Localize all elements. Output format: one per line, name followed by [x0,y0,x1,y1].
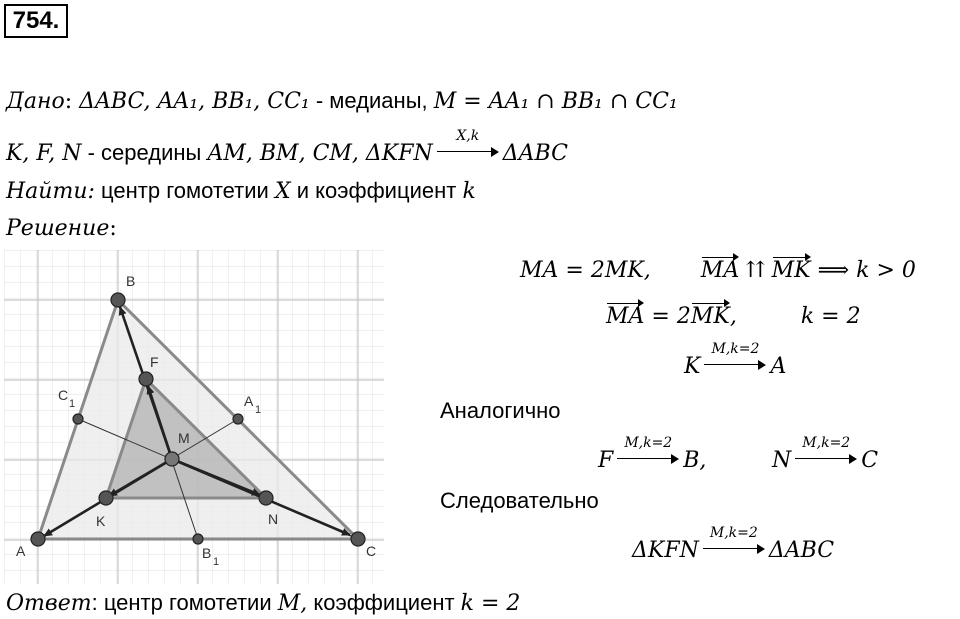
geometry-figure [4,250,384,584]
label-a: A [16,543,26,559]
solution-map-1 [684,340,787,380]
solution-eq-2 [606,304,861,329]
map3-arrow: M,k=2 [795,449,857,474]
point-c1 [73,414,83,424]
given-label: Дано [6,89,65,114]
given-homothety-right: ΔABC [502,141,568,166]
homothety-arrow: X,k [437,142,499,167]
eq1-left: MA = 2MK, [520,258,651,283]
solution-map-4 [632,524,835,564]
map4-left: ΔKFN [632,538,699,563]
answer-m: M, [277,591,308,616]
find-k: k [462,179,476,204]
problem-number: 754. [4,4,68,38]
eq2-vector-mk: MK [690,304,730,329]
point-n [259,491,273,505]
eq2-k: k = 2 [800,304,861,329]
label-c1: C [58,387,69,403]
label-b1: B [202,545,212,561]
eq1-vector-mk: MK [771,258,811,283]
given-medians-text: - медианы, [309,88,434,113]
point-a1 [233,414,243,424]
eq1-vector-ma: MA [700,258,740,283]
map2-right: B, [683,448,707,473]
answer-k: k = 2 [460,591,521,616]
find-text: центр гомотетии [94,178,275,203]
solution-label-text: Решение [6,216,110,241]
eq1-codirected: ⇈ [739,258,772,283]
given-midpoints-text: - середины [81,140,208,165]
label-a1-sub: 1 [255,404,262,416]
label-c1-sub: 1 [69,398,76,410]
eq2-comma: , [729,304,737,329]
find-text-2: и коэффициент [290,178,463,203]
solution-map-3 [772,434,879,474]
point-k [99,491,113,505]
given-medians: ΔABC, AA₁, BB₁, CC₁ [79,89,310,114]
find-x: X [274,179,291,204]
eq2-mid: = 2 [644,304,691,329]
solution-map-2 [598,434,707,474]
label-k: K [96,513,106,529]
label-m: M [178,430,190,446]
point-a [31,532,45,546]
label-n: N [268,511,279,527]
label-f: F [150,354,159,370]
therefore-text: Следовательно [440,488,599,513]
label-b: B [126,273,136,289]
map2-arrow: M,k=2 [617,449,679,474]
analog-text: Аналогично [440,398,561,423]
answer-label: Ответ [6,591,92,616]
map4-right: ΔABC [768,538,835,563]
given-homothety-left: ΔKFN [365,141,433,166]
answer-line [6,590,520,616]
answer-text: : центр гомотетии [91,590,278,615]
map1-right: A [770,354,787,379]
map4-arrow: M,k=2 [703,539,765,564]
label-c: C [366,543,377,559]
answer-text-2: коэффициент [307,590,461,615]
map2-left: F [598,448,614,473]
given-segments: AM, BM, CM, [207,141,359,166]
point-f [139,372,153,386]
point-m [165,452,179,466]
given-centroid: M = AA₁ ∩ BB₁ ∩ CC₁ [433,89,678,114]
map3-left: N [772,448,792,473]
map1-left: K [684,354,701,379]
eq2-vector-ma: MA [606,304,645,329]
label-a1: A [244,393,254,409]
given-line-1: Дано: ΔABC, AA₁, BB₁, CC₁ - медианы, M = AA₁ ∩ BB₁ ∩ CC₁ [6,88,678,114]
find-label: Найти: [6,179,95,204]
map1-arrow: M,k=2 [704,355,766,380]
find-line [6,178,476,204]
eq1-right: ⟹ k > 0 [810,258,916,283]
point-b [111,293,125,307]
given-line-2 [6,127,568,167]
given-midpoints: K, F, N [6,141,82,166]
point-c [351,532,365,546]
solution-label: Решение: [6,216,117,241]
map3-right: C [861,448,879,473]
label-b1-sub: 1 [213,556,220,568]
solution-eq-1 [520,258,916,283]
point-b1 [193,534,203,544]
